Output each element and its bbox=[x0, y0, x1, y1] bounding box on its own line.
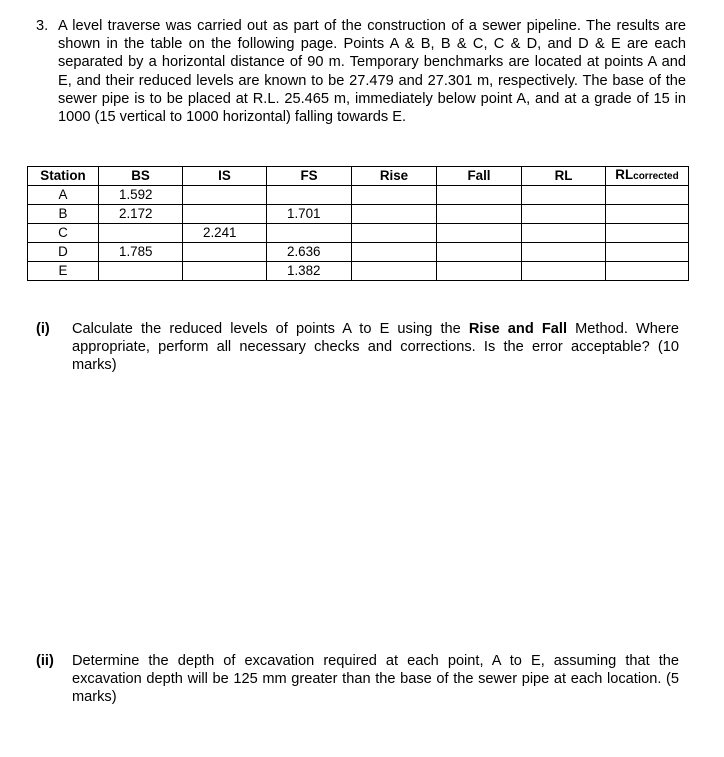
cell-is bbox=[183, 205, 267, 224]
cell-is bbox=[183, 186, 267, 205]
cell-rl bbox=[522, 205, 606, 224]
cell-rl-corrected bbox=[606, 262, 689, 281]
cell-is bbox=[183, 262, 267, 281]
cell-fs: 1.701 bbox=[267, 205, 352, 224]
cell-rl-corrected bbox=[606, 205, 689, 224]
cell-rise bbox=[352, 205, 437, 224]
col-fs: FS bbox=[267, 167, 352, 186]
cell-bs bbox=[99, 262, 183, 281]
cell-station: A bbox=[28, 186, 99, 205]
part-ii-label: (ii) bbox=[36, 653, 54, 669]
cell-rise bbox=[352, 262, 437, 281]
cell-fall bbox=[437, 243, 522, 262]
cell-fs: 2.636 bbox=[267, 243, 352, 262]
part-i-text bbox=[72, 320, 679, 375]
cell-fs bbox=[267, 224, 352, 243]
col-rl-corrected-main: RL bbox=[615, 167, 634, 182]
cell-rl bbox=[522, 186, 606, 205]
cell-rl bbox=[522, 243, 606, 262]
part-i-text-before: Calculate the reduced levels of points A to E using the bbox=[72, 321, 469, 337]
question-number: 3. bbox=[36, 18, 49, 34]
cell-rise bbox=[352, 224, 437, 243]
part-i-bold: Rise and Fall bbox=[468, 321, 568, 337]
cell-rl-corrected bbox=[606, 186, 689, 205]
table-row bbox=[28, 186, 689, 205]
part-ii-text: Determine the depth of excavation required at each point, A to E, assuming that the excavation depth will be 125 mm greater than the base of the sewer pipe at each location. (5 marks) bbox=[72, 653, 679, 706]
cell-fall bbox=[437, 262, 522, 281]
cell-fall bbox=[437, 186, 522, 205]
level-traverse-table bbox=[27, 166, 689, 281]
cell-fall bbox=[437, 224, 522, 243]
cell-rise bbox=[352, 186, 437, 205]
col-is: IS bbox=[183, 167, 267, 186]
cell-bs: 1.592 bbox=[99, 186, 183, 205]
cell-station: E bbox=[28, 262, 99, 281]
cell-is bbox=[183, 243, 267, 262]
table-row bbox=[28, 243, 689, 262]
cell-bs bbox=[99, 224, 183, 243]
table-row bbox=[28, 224, 689, 243]
table-row bbox=[28, 205, 689, 224]
part-i-text-after: Method. Where appropriate, perform all necessary checks and corrections. Is the error acceptable? (10 marks) bbox=[72, 321, 679, 374]
table-header-row bbox=[28, 167, 689, 186]
cell-rl bbox=[522, 224, 606, 243]
cell-rl bbox=[522, 262, 606, 281]
cell-fall bbox=[437, 205, 522, 224]
question-text: A level traverse was carried out as part of the construction of a sewer pipeline. The results are shown in the table on the following page. Points A & B, B & C, C & D, and D & E are each separated by a horizontal distance of 90 m. Temporary benchmarks are located at points A and E, and their reduced levels are known to be 27.479 and 27.301 m, respectively. The base of the sewer pipe is to be placed at R.L. 25.465 m, immediately below point A, and at a grade of 15 in 1000 (15 vertical to 1000 horizontal) falling towards E. bbox=[58, 18, 686, 126]
cell-is: 2.241 bbox=[183, 224, 267, 243]
part-i bbox=[36, 320, 679, 375]
col-rl-corrected-sub: corrected bbox=[633, 171, 679, 182]
table-row bbox=[28, 262, 689, 281]
cell-fs: 1.382 bbox=[267, 262, 352, 281]
col-station: Station bbox=[28, 167, 99, 186]
cell-station: C bbox=[28, 224, 99, 243]
cell-station: D bbox=[28, 243, 99, 262]
col-fall: Fall bbox=[437, 167, 522, 186]
cell-rl-corrected bbox=[606, 243, 689, 262]
cell-rl-corrected bbox=[606, 224, 689, 243]
cell-fs bbox=[267, 186, 352, 205]
question-3 bbox=[36, 17, 686, 126]
col-rl-corrected bbox=[606, 167, 689, 186]
col-rl: RL bbox=[522, 167, 606, 186]
cell-rise bbox=[352, 243, 437, 262]
part-i-label: (i) bbox=[36, 321, 50, 337]
cell-bs: 2.172 bbox=[99, 205, 183, 224]
cell-bs: 1.785 bbox=[99, 243, 183, 262]
cell-station: B bbox=[28, 205, 99, 224]
col-bs: BS bbox=[99, 167, 183, 186]
part-ii bbox=[36, 652, 679, 707]
col-rise: Rise bbox=[352, 167, 437, 186]
